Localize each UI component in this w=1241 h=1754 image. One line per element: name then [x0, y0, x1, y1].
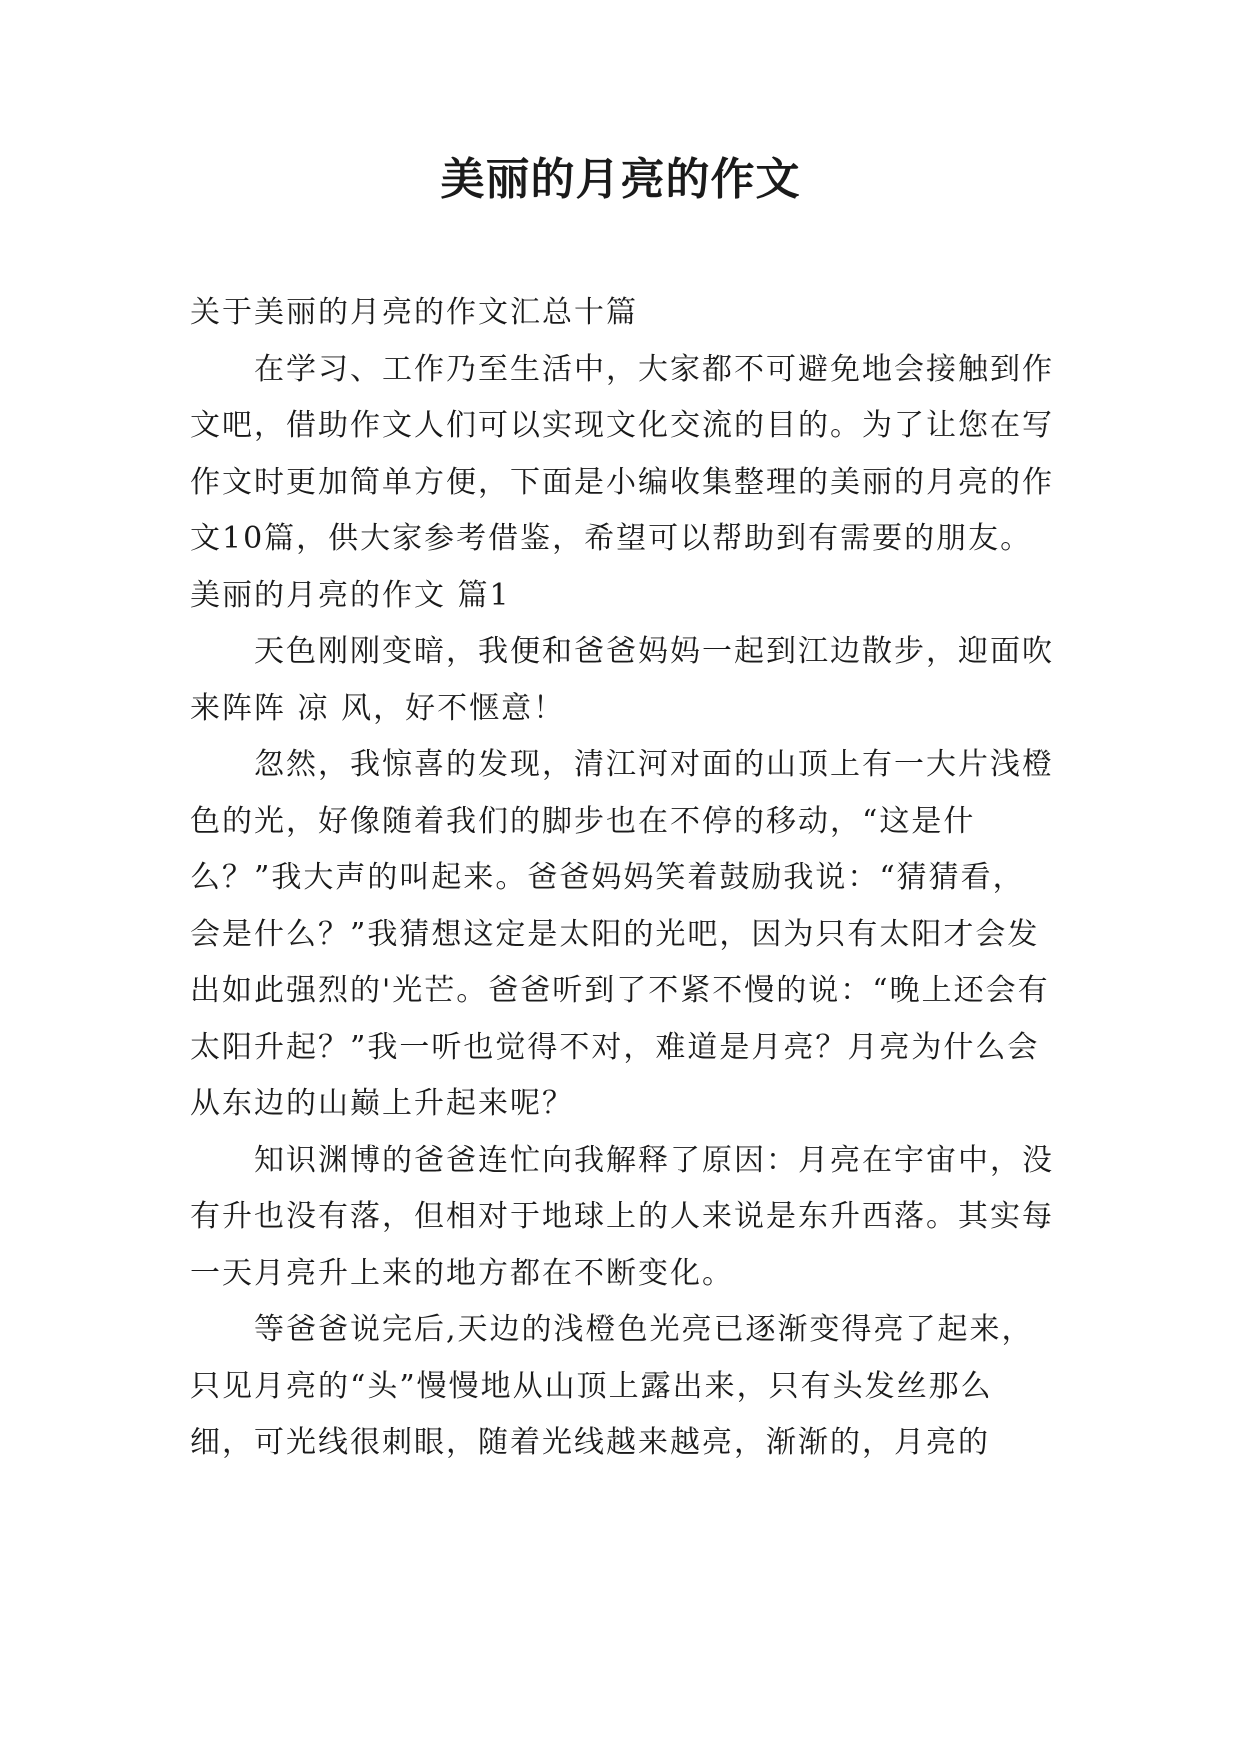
essay-paragraph: 天色刚刚变暗，我便和爸爸妈妈一起到江边散步，迎面吹来阵阵 凉 风，好不惬意！	[190, 634, 1054, 726]
essay-heading: 美丽的月亮的作文 篇1	[190, 577, 511, 613]
intro-paragraph: 在学习、工作乃至生活中，大家都不可避免地会接触到作文吧，借助作文人们可以实现文化交流的目的。为了让您在写作文时更加简单方便，下面是小编收集整理的美丽的月亮的作文10篇，供大家参考借鉴，希望可以帮助到有需要的朋友。	[190, 351, 1054, 556]
document-title: 美丽的月亮的作文	[440, 154, 801, 205]
essay-paragraph: 忽然，我惊喜的发现，清江河对面的山顶上有一大片浅橙色的光，好像随着我们的脚步也在不停的移动，“这是什么？”我大声的叫起来。爸爸妈妈笑着鼓励我说：“猜猜看，会是什么？”我猜想这定是太阳的光吧，因为只有太阳才会发出如此强烈的'光芒。爸爸听到了不紧不慢的说：“晚上还会有太阳升起？”我一听也觉得不对，难道是月亮？月亮为什么会从东边的山巅上升起来呢？	[190, 747, 1054, 1121]
essay-paragraph: 知识渊博的爸爸连忙向我解释了原因：月亮在宇宙中，没有升也没有落，但相对于地球上的人来说是东升西落。其实每一天月亮升上来的地方都在不断变化。	[190, 1142, 1054, 1291]
document-body	[190, 285, 1055, 1472]
collection-heading: 关于美丽的月亮的作文汇总十篇	[190, 295, 638, 330]
essay-paragraph: 等爸爸说完后,天边的浅橙色光亮已逐渐变得亮了起来，只见月亮的“头”慢慢地从山顶上露出来，只有头发丝那么细，可光线很刺眼，随着光线越来越亮，渐渐的，月亮的	[190, 1312, 1034, 1460]
